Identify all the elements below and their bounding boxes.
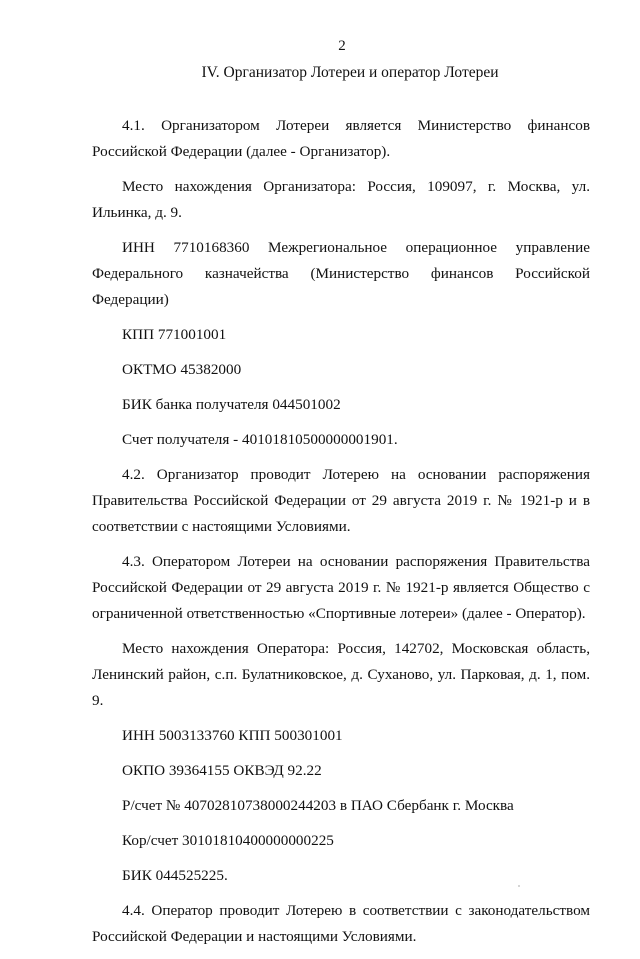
paragraph-4-3: 4.3. Оператором Лотереи на основании распоряжения Правительства Российской Федерации от 29 августа 2019 г. № 1921-р является Общество с ограниченной ответственностью «Спортивные лотереи» (далее - Оператор). (92, 553, 590, 622)
paragraph-operator-bik: БИК 044525225. (122, 867, 228, 884)
paragraph-operator-address: Место нахождения Оператора: Россия, 142702, Московская область, Ленинский район, с.п. Булатниковское, д. Суханово, ул. Парковая, д. 1, пом. 9. (92, 640, 590, 709)
paragraph-organizer-address: Место нахождения Организатора: Россия, 109097, г. Москва, ул. Ильинка, д. 9. (92, 178, 590, 221)
document-body (92, 113, 590, 959)
paragraph-organizer-inn: ИНН 7710168360 Межрегиональное операционное управление Федерального казначейства (Министерство финансов Российской Федерации) (92, 239, 590, 308)
paragraph-organizer-oktmo: ОКТМО 45382000 (122, 361, 242, 378)
paragraph-operator-corr-account: Кор/счет 30101810400000000225 (122, 832, 334, 849)
paragraph-operator-account: Р/счет № 40702810738000244203 в ПАО Сбербанк г. Москва (122, 797, 514, 814)
paragraph-4-4: 4.4. Оператор проводит Лотерею в соответствии с законодательством Российской Федерации и настоящими Условиями. (92, 902, 590, 945)
section-title: IV. Организатор Лотереи и оператор Лотереи (201, 64, 499, 81)
scan-speck (518, 885, 520, 887)
paragraph-operator-inn-kpp: ИНН 5003133760 КПП 500301001 (122, 727, 343, 744)
paragraph-operator-okpo: ОКПО 39364155 ОКВЭД 92.22 (122, 762, 322, 779)
paragraph-organizer-kpp: КПП 771001001 (122, 326, 227, 343)
paragraph-organizer-bik: БИК банка получателя 044501002 (122, 396, 341, 413)
page-number: 2 (338, 38, 346, 54)
paragraph-4-2: 4.2. Организатор проводит Лотерею на основании распоряжения Правительства Российской Федерации от 29 августа 2019 г. № 1921-р и в соответствии с настоящими Условиями. (92, 466, 590, 535)
paragraph-organizer-account: Счет получателя - 40101810500000001901. (122, 431, 398, 448)
paragraph-4-1: 4.1. Организатором Лотереи является Министерство финансов Российской Федерации (далее - Организатор). (92, 117, 590, 160)
